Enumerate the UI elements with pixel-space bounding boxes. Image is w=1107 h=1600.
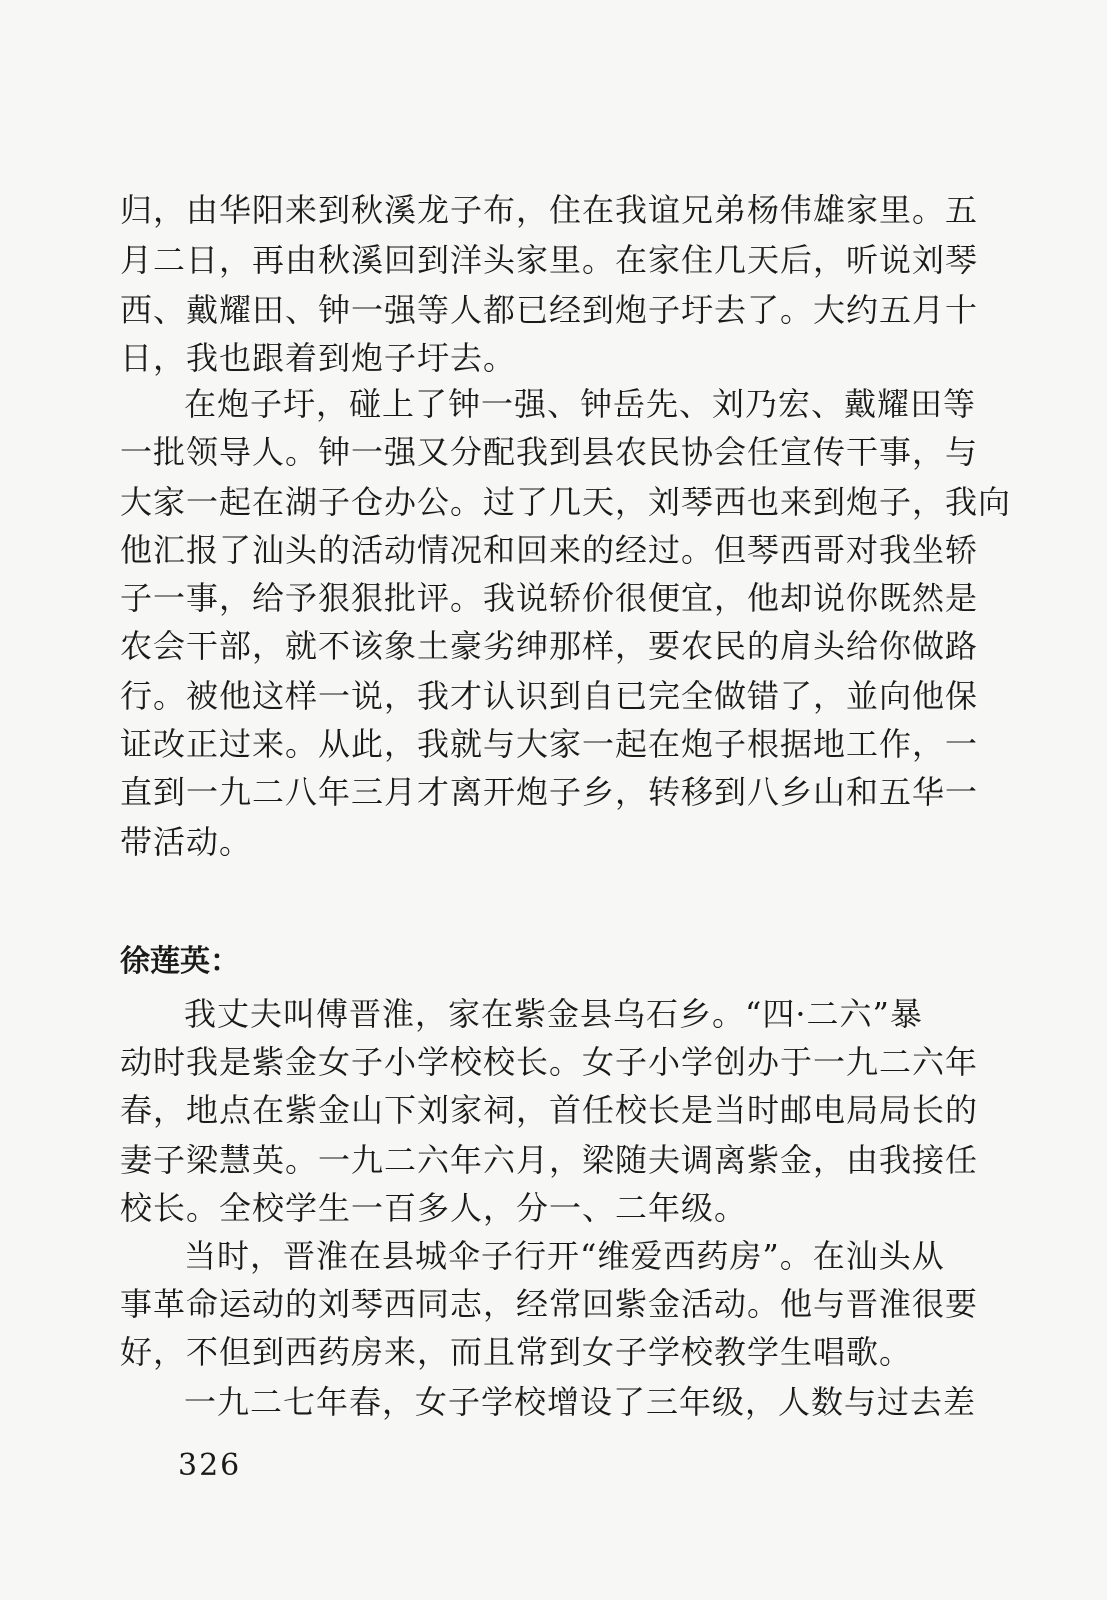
text-line: 农会干部，就不该象土豪劣绅那样，要农民的肩头给你做路	[120, 627, 979, 665]
text-line: 好，不但到西药房来，而且常到女子学校教学生唱歌。	[120, 1333, 913, 1371]
text-line: 带活动。	[120, 823, 253, 861]
text-line: 当时，晋淮在县城伞子行开“维爱西药房”。在汕头从	[184, 1237, 945, 1275]
text-line: 一批领导人。钟一强又分配我到县农民协会任宣传干事，与	[120, 433, 979, 471]
text-line: 他汇报了汕头的活动情况和回来的经过。但琴西哥对我坐轿	[120, 531, 979, 569]
text-line: 校长。全校学生一百多人，分一、二年级。	[120, 1189, 748, 1227]
text-line: 一九二七年春，女子学校增设了三年级，人数与过去差	[184, 1383, 977, 1421]
text-line: 月二日，再由秋溪回到洋头家里。在家住几天后，听说刘琴	[120, 241, 979, 279]
text-line: 证改正过来。从此，我就与大家一起在炮子根据地工作，一	[120, 725, 979, 763]
text-line: 事革命运动的刘琴西同志，经常回紫金活动。他与晋淮很要	[120, 1285, 979, 1323]
text-line: 妻子梁慧英。一九二六年六月，梁随夫调离紫金，由我接任	[120, 1141, 979, 1179]
text-line: 归，由华阳来到秋溪龙子布，住在我谊兄弟杨伟雄家里。五	[120, 191, 979, 229]
text-line: 日，我也跟着到炮子圩去。	[120, 339, 517, 377]
text-line: 大家一起在湖子仓办公。过了几天，刘琴西也来到炮子，我向	[120, 483, 1012, 521]
speaker-heading: 徐莲英：	[120, 944, 240, 979]
text-line: 行。被他这样一说，我才认识到自已完全做错了，並向他保	[120, 677, 979, 715]
text-line: 在炮子圩，碰上了钟一强、钟岳先、刘乃宏、戴耀田等	[184, 385, 977, 423]
text-line: 春，地点在紫金山下刘家祠，首任校长是当时邮电局局长的	[120, 1091, 979, 1129]
text-line: 西、戴耀田、钟一强等人都已经到炮子圩去了。大约五月十	[120, 291, 979, 329]
text-line: 直到一九二八年三月才离开炮子乡，转移到八乡山和五华一	[120, 773, 979, 811]
page-number: 326	[178, 1448, 242, 1483]
text-line: 动时我是紫金女子小学校校长。女子小学创办于一九二六年	[120, 1043, 979, 1081]
text-line: 我丈夫叫傅晋淮，家在紫金县乌石乡。“四·二六”暴	[184, 995, 923, 1033]
text-line: 子一事，给予狠狠批评。我说轿价很便宜，他却说你既然是	[120, 579, 979, 617]
